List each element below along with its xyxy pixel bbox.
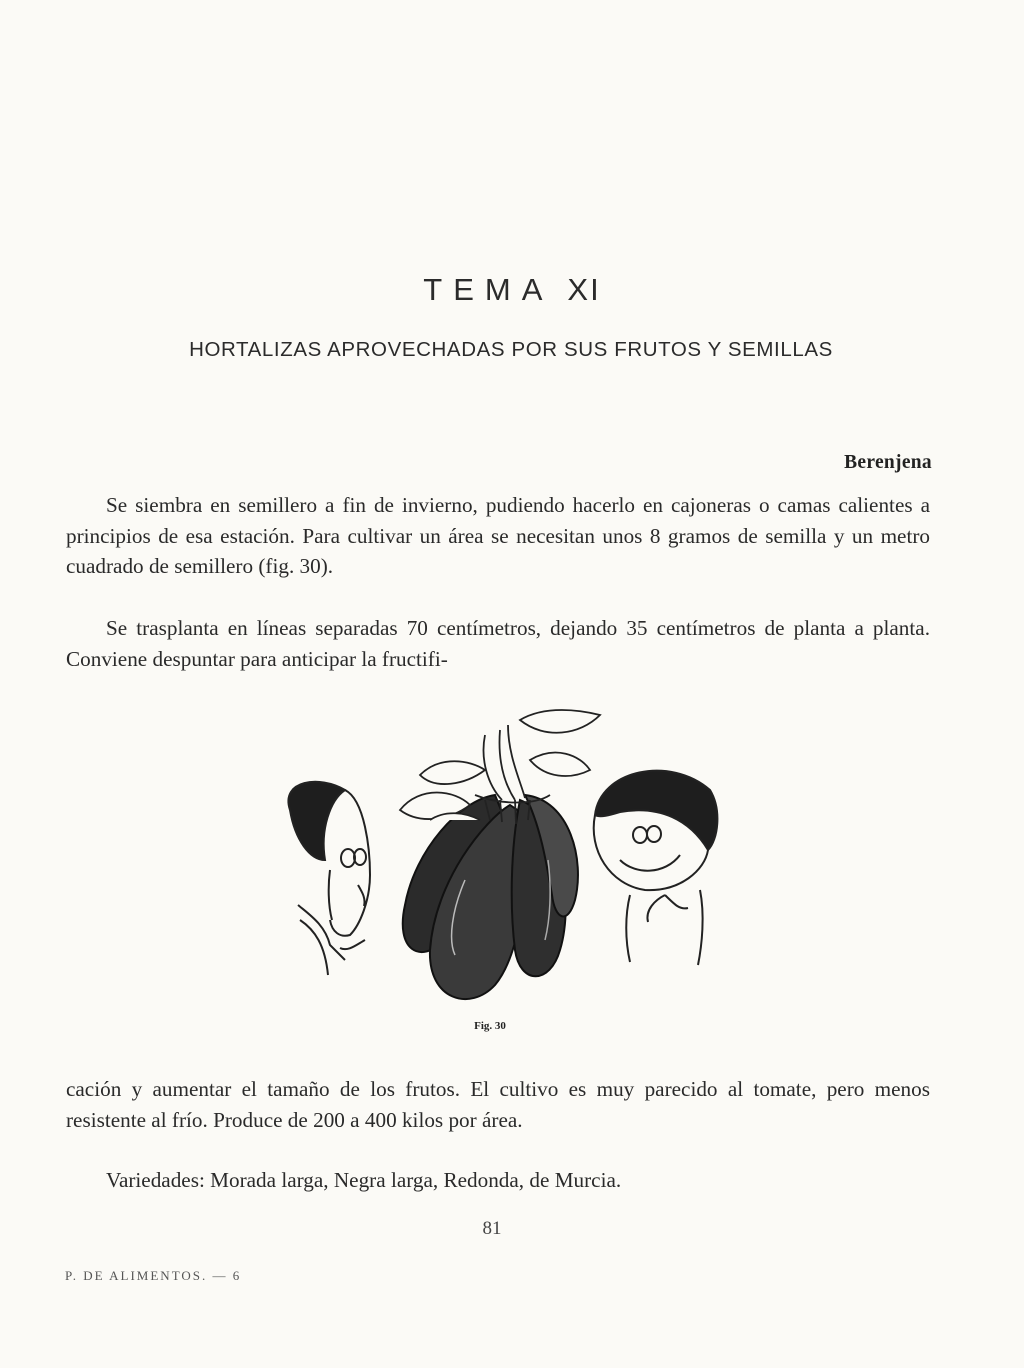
chapter-subtitle: HORTALIZAS APROVECHADAS POR SUS FRUTOS Y SEMILLAS: [189, 338, 833, 361]
paragraph-fructification: cación y aumentar el tamaño de los frutos. El cultivo es muy parecido al tomate, pero menos resistente al frío. Produce de 200 a 400 kilos por área.: [66, 1077, 930, 1132]
eggplant-leaves: [400, 710, 600, 824]
paragraph-varieties: [66, 1165, 930, 1196]
left-girl-drawing: [288, 782, 370, 975]
eggplant-illustration: [270, 700, 730, 1015]
varieties-label: Variedades:: [106, 1168, 205, 1192]
printer-signature: P. DE ALIMENTOS. — 6: [65, 1268, 242, 1283]
figure-caption: Fig. 30: [474, 1020, 506, 1032]
varieties-list: Morada larga, Negra larga, Redonda, de Murcia.: [204, 1168, 622, 1192]
chapter-heading: [0, 272, 1024, 308]
paragraph-transplant: Se trasplanta en líneas separadas 70 centímetros, dejando 35 centímetros de planta a planta. Conviene despuntar para anticipar la fructifi-: [66, 616, 930, 671]
right-girl-drawing: [594, 771, 718, 965]
eggplant-fruits: [403, 795, 578, 999]
chapter-word: TEMA: [423, 272, 554, 307]
page-number: 81: [482, 1218, 502, 1239]
paragraph-sowing: Se siembra en semillero a fin de invierno, pudiendo hacerlo en cajoneras o camas calientes a principios de esa estación. Para cultivar un área se necesitan unos 8 gramos de semilla y un metro cuadrado de semillero (fig. 30).: [66, 493, 930, 578]
chapter-number: XI: [567, 272, 601, 307]
section-title: Berenjena: [844, 452, 932, 473]
